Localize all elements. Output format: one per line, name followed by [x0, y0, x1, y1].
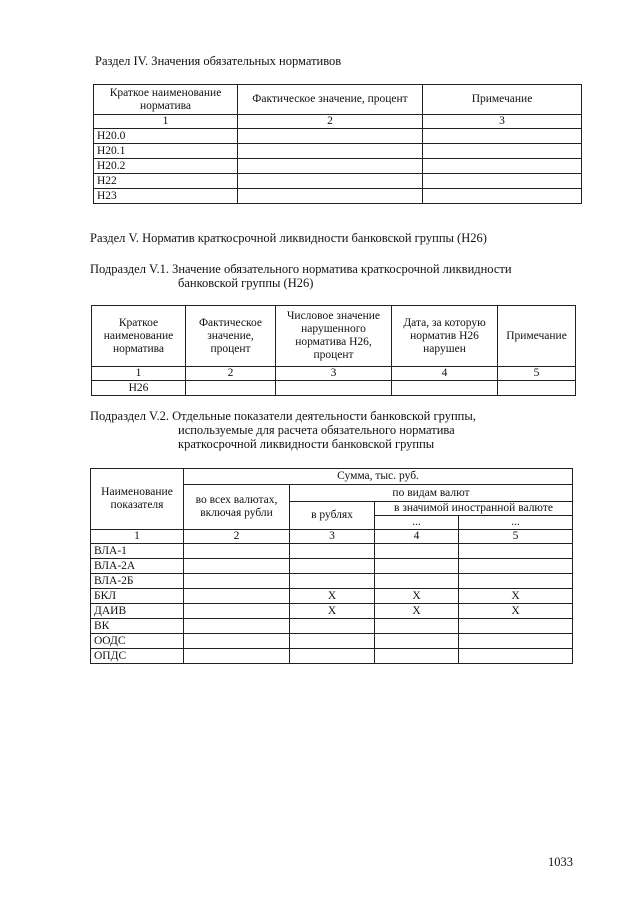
- s52-header-all-currencies: во всех валютах, включая рубли: [184, 485, 290, 530]
- table-row: [91, 649, 573, 664]
- s51-header-value: Фактическое значение, процент: [186, 306, 276, 367]
- section4-table: [93, 84, 582, 204]
- subsection1-title-line2: банковской группы (Н26): [178, 276, 314, 290]
- s52-cell: X: [375, 589, 459, 604]
- s52-cell: [290, 574, 375, 589]
- s52-row-name: ОПДС: [91, 649, 184, 664]
- s52-cell: [184, 589, 290, 604]
- s52-row-name: ДАИВ: [91, 604, 184, 619]
- s52-cell: [184, 634, 290, 649]
- s52-row-name: ВЛА-1: [91, 544, 184, 559]
- s4-row-name: Н20.0: [94, 129, 238, 144]
- s52-dots: ...: [459, 516, 573, 530]
- s51-header-date: Дата, за которую норматив Н26 нарушен: [392, 306, 498, 367]
- s51-row-name: Н26: [92, 381, 186, 396]
- s4-header-name: Краткое наименование норматива: [94, 85, 238, 115]
- s52-cell: [290, 619, 375, 634]
- table-row: [91, 619, 573, 634]
- s51-num-1: 1: [92, 367, 186, 381]
- table-row: [91, 589, 573, 604]
- s4-num-1: 1: [94, 115, 238, 129]
- s52-row-name: ВК: [91, 619, 184, 634]
- s52-cell: [184, 649, 290, 664]
- subsection1-title-line1: Подраздел V.1. Значение обязательного норматива краткосрочной ликвидности: [90, 262, 512, 276]
- table-row: [91, 634, 573, 649]
- s52-cell: [290, 559, 375, 574]
- table-row: [94, 189, 582, 204]
- table-row: [91, 604, 573, 619]
- s52-cell: [290, 544, 375, 559]
- section4-title: Раздел IV. Значения обязательных нормативов: [95, 54, 342, 68]
- s4-cell: [423, 189, 582, 204]
- s52-header-name: Наименование показателя: [91, 469, 184, 530]
- s52-cell: [184, 559, 290, 574]
- s4-header-value: Фактическое значение, процент: [238, 85, 423, 115]
- subsection2-title-line2: используемые для расчета обязательного норматива: [178, 423, 455, 437]
- s52-cell: X: [290, 589, 375, 604]
- s52-row-name: ООДС: [91, 634, 184, 649]
- s52-cell: [375, 559, 459, 574]
- s4-cell: [238, 189, 423, 204]
- table-row: [94, 144, 582, 159]
- s52-cell: [459, 634, 573, 649]
- s51-num-5: 5: [498, 367, 576, 381]
- s52-row-name: БКЛ: [91, 589, 184, 604]
- s52-cell: [375, 649, 459, 664]
- s4-row-name: Н20.1: [94, 144, 238, 159]
- s52-cell: [459, 649, 573, 664]
- s52-header-by-currency: по видам валют: [290, 485, 573, 502]
- section5-title: Раздел V. Норматив краткосрочной ликвидности банковской группы (Н26): [90, 231, 487, 245]
- s52-header-foreign: в значимой иностранной валюте: [375, 502, 573, 516]
- s52-cell: [459, 574, 573, 589]
- table-row: [91, 544, 573, 559]
- s52-num-1: 1: [91, 530, 184, 544]
- s52-cell: X: [290, 604, 375, 619]
- s4-cell: [238, 159, 423, 174]
- s52-cell: [290, 634, 375, 649]
- s51-cell: [276, 381, 392, 396]
- s52-cell: [184, 544, 290, 559]
- s4-num-3: 3: [423, 115, 582, 129]
- subsection2-title-line1: Подраздел V.2. Отдельные показатели деятельности банковской группы,: [90, 409, 476, 423]
- s52-cell: [290, 649, 375, 664]
- s52-num-3: 3: [290, 530, 375, 544]
- s51-cell: [392, 381, 498, 396]
- s51-num-3: 3: [276, 367, 392, 381]
- table-row: [91, 559, 573, 574]
- s51-cell: [498, 381, 576, 396]
- s4-row-name: Н23: [94, 189, 238, 204]
- subsection1-table: [91, 305, 576, 396]
- s4-row-name: Н22: [94, 174, 238, 189]
- subsection2-title-line3: краткосрочной ликвидности банковской группы: [178, 437, 435, 451]
- s52-cell: [375, 574, 459, 589]
- s52-cell: [184, 574, 290, 589]
- s52-cell: [459, 619, 573, 634]
- table-row: [94, 129, 582, 144]
- s52-header-sum: Сумма, тыс. руб.: [184, 469, 573, 485]
- s52-cell: X: [375, 604, 459, 619]
- s51-num-2: 2: [186, 367, 276, 381]
- s52-row-name: ВЛА-2А: [91, 559, 184, 574]
- s52-cell: [459, 559, 573, 574]
- s52-cell: X: [459, 604, 573, 619]
- table-row: [94, 174, 582, 189]
- s52-cell: [375, 634, 459, 649]
- s4-num-2: 2: [238, 115, 423, 129]
- s51-num-4: 4: [392, 367, 498, 381]
- s52-num-2: 2: [184, 530, 290, 544]
- s4-cell: [238, 129, 423, 144]
- s52-dots: ...: [375, 516, 459, 530]
- s51-cell: [186, 381, 276, 396]
- table-row: [94, 159, 582, 174]
- s52-header-rubles: в рублях: [290, 502, 375, 530]
- s52-cell: [375, 544, 459, 559]
- s52-cell: [184, 619, 290, 634]
- s52-cell: [184, 604, 290, 619]
- s51-header-note: Примечание: [498, 306, 576, 367]
- s51-header-name: Краткое наименование норматива: [92, 306, 186, 367]
- s4-cell: [423, 144, 582, 159]
- subsection2-table: [90, 468, 573, 664]
- s4-header-note: Примечание: [423, 85, 582, 115]
- page-number: 1033: [548, 855, 573, 869]
- s4-row-name: Н20.2: [94, 159, 238, 174]
- s51-header-violated: Числовое значение нарушенного норматива Н26, процент: [276, 306, 392, 367]
- s4-cell: [238, 174, 423, 189]
- table-row: [92, 381, 576, 396]
- s4-cell: [423, 174, 582, 189]
- s4-cell: [423, 129, 582, 144]
- s4-cell: [423, 159, 582, 174]
- s52-cell: [459, 544, 573, 559]
- s52-num-5: 5: [459, 530, 573, 544]
- s52-cell: X: [459, 589, 573, 604]
- s52-num-4: 4: [375, 530, 459, 544]
- table-row: [91, 574, 573, 589]
- s52-row-name: ВЛА-2Б: [91, 574, 184, 589]
- s4-cell: [238, 144, 423, 159]
- s52-cell: [375, 619, 459, 634]
